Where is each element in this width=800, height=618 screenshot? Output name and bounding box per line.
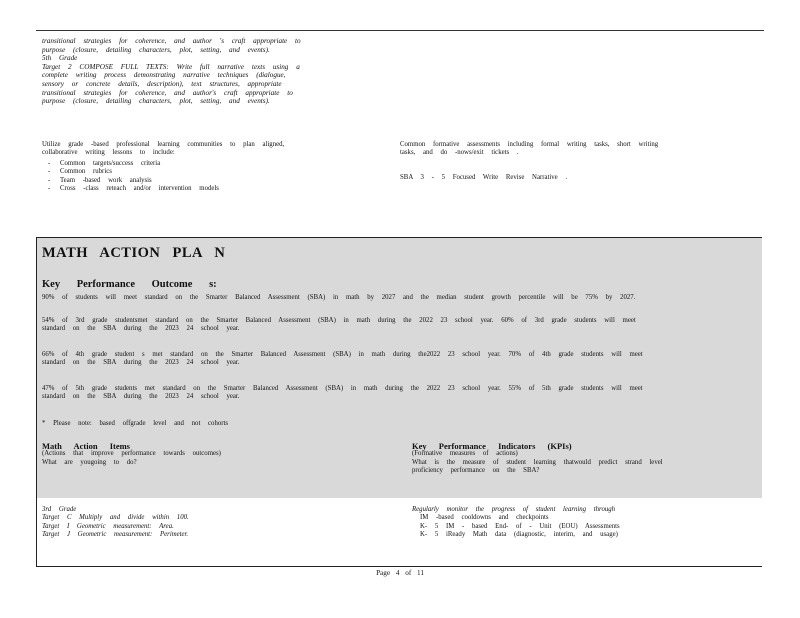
monitor-item: K- 5 iReady Math data (diagnostic, interim, and usage) xyxy=(420,531,618,539)
kpi-sub: (Formative measures of actions) xyxy=(412,450,518,458)
top-rule xyxy=(36,30,764,31)
math-plan-title: MATH ACTION PLA N xyxy=(42,245,226,261)
outcome-line: 54% of 3rd grade studentsmet standard on the Smarter Balanced Assessment (SBA) in math during the 2022 23 school year. 60% of 3rd grade students will meet xyxy=(42,317,636,324)
target-line: Target I Geometric measurement: Area. xyxy=(42,522,174,530)
text-line: transitional strategies for coherence, and author 's craft appropriate to xyxy=(42,37,301,45)
page-number: Page 4 of 11 xyxy=(376,569,424,577)
target-line: Target J Geometric measurement: Perimeter. xyxy=(42,531,189,539)
text-line: transitional strategies for coherence, and author's craft appropriate to xyxy=(42,88,293,97)
grade4-outcome xyxy=(42,351,747,368)
kpi-sub: proficiency performance on the SBA? xyxy=(412,467,540,475)
writing-action-items xyxy=(42,141,382,193)
kpi-sub: What is the measure of student learning thatwould predict strand level xyxy=(412,458,663,466)
kpi-line: Common formative assessments including formal writing tasks, short writing xyxy=(400,141,659,148)
outcome-line: 66% of 4th grade student s met standard on the Smarter Balanced Assessment (SBA) in math during the2022 23 school year. 70% of 4th grade students will meet xyxy=(42,351,643,358)
text-line: 5th Grade xyxy=(42,54,78,63)
monitor-heading: Regularly monitor the progress of student learning through xyxy=(412,506,616,513)
monitor-progress xyxy=(412,506,742,540)
list-item: - Common targets/success criteria xyxy=(48,160,382,168)
monitor-item: K- 5 IM - based End- of - Unit (EOU) Assessments xyxy=(420,522,620,530)
text-line: purpose (closure, detailing characters, plot, setting, and events). xyxy=(42,45,270,54)
kpi-line: SBA 3 - 5 Focused Write Revise Narrative . xyxy=(400,173,568,181)
list-item: - Team -based work analysis xyxy=(48,177,382,185)
action-items-sub: What are yougoing to do? xyxy=(42,458,137,466)
intro-line: Utilize grade -based professional learning communities to plan aligned, xyxy=(42,141,285,148)
kpo-goal: 90% of students will meet standard on the Smarter Balanced Assessment (SBA) in math by 2027 and the median student growth percentile will be 75% by 2027. xyxy=(42,294,636,301)
grade3-outcome xyxy=(42,317,747,334)
math-kpi-header xyxy=(412,442,742,476)
kpi-heading: Key Performance Indicators (KPIs) xyxy=(412,441,572,451)
math-action-items-header xyxy=(42,442,382,467)
text-line: Target 2 COMPOSE FULL TEXTS: Write full narrative texts using a xyxy=(42,62,300,71)
cohort-note: * Please note: based offgrade level and not cohorts xyxy=(42,420,229,427)
list-item: - Cross -class reteach and/or intervention models xyxy=(48,185,382,193)
outcome-line: standard on the SBA during the 2023 24 school year. xyxy=(42,325,240,333)
text-line: complete writing process demonstrating narrative techniques (dialogue, xyxy=(42,71,286,80)
text-line: sensory or concrete details, description), text structures, appropriate xyxy=(42,79,282,88)
grade3-targets xyxy=(42,506,372,540)
list-item: - Common rubrics xyxy=(48,168,382,176)
action-items-sub: (Actions that improve performance towards outcomes) xyxy=(42,450,221,458)
writing-targets-text xyxy=(42,37,372,106)
kpi-line: tasks, and do -nows/exit tickets . xyxy=(400,149,519,157)
kpo-heading: Key Performance Outcome s: xyxy=(42,279,217,290)
writing-kpis xyxy=(400,141,740,182)
outcome-line: standard on the SBA during the 2023 24 school year. xyxy=(42,359,240,367)
plc-list xyxy=(42,160,382,194)
intro-line: collaborative writing lessons to include: xyxy=(42,149,175,157)
grade-heading: 3rd Grade xyxy=(42,506,77,513)
action-items-heading: Math Action Items xyxy=(42,441,130,451)
outcome-line: standard on the SBA during the 2023 24 school year. xyxy=(42,393,240,401)
monitor-item: IM -based cooldowns and checkpoints xyxy=(420,514,549,522)
text-line: purpose (closure, detailing characters, plot, setting, and events). xyxy=(42,97,270,106)
outcome-line: 47% of 5th grade students met standard on the Smarter Balanced Assessment (SBA) in math during the 2022 23 school year. 55% of 5th grade students will meet xyxy=(42,385,643,392)
grade5-outcome xyxy=(42,385,747,402)
target-line: Target C Multiply and divide within 100. xyxy=(42,514,189,522)
